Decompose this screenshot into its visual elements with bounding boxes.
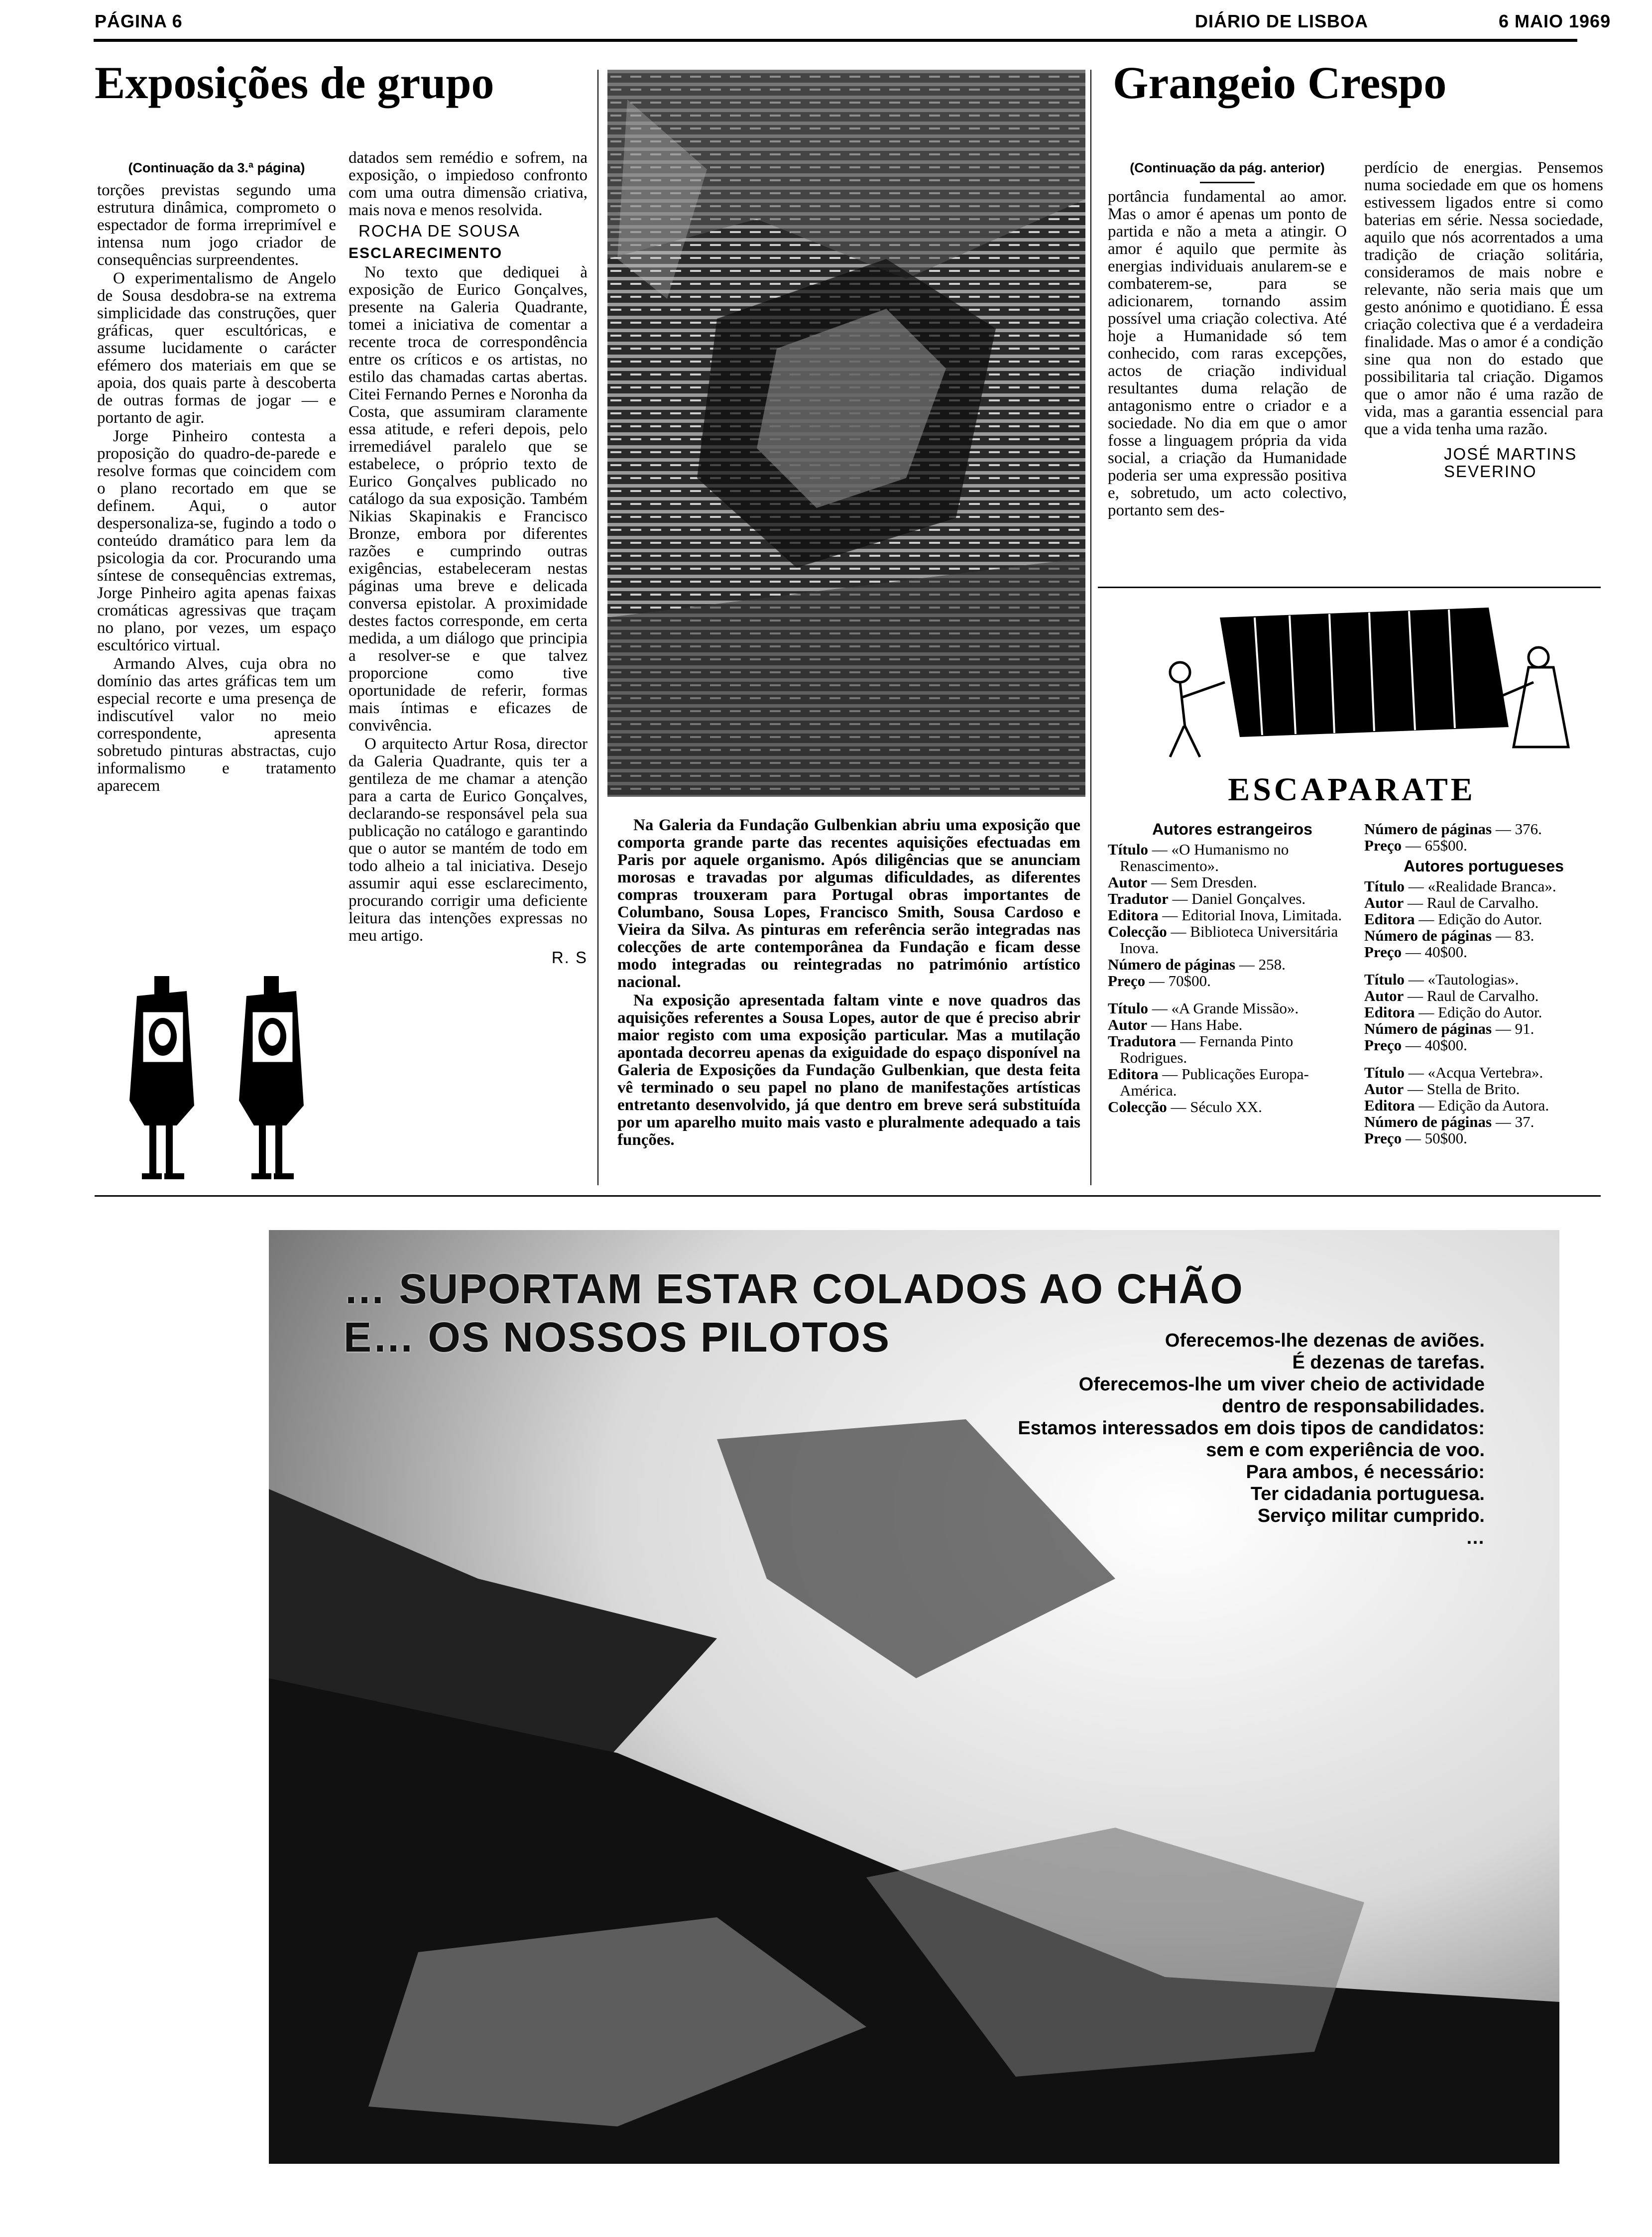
ad-copy: [987, 1330, 1485, 1549]
portuguese-authors-heading: Autores portugueses: [1404, 857, 1564, 875]
artwork-photo-svg: [607, 70, 1085, 797]
paragraph: No texto que dediquei à exposição de Eurico Gonçalves, presente na Galeria Quadrante, tomei a iniciativa de comentar a recente troca de correspondência entre os críticos e os artistas, no estilo das chamadas cartas abertas. Citei Fernando Pernes e Noronha da Costa, que assumiram claramente essa atitude, e referi depois, pelo irremediável paralelo que se estabelece, o próprio texto de Eurico Gonçalves publicado no catálogo da sua exposição. Também Nikias Skapinakis e Francisco Bronze, embora por diferentes razões e cumprindo outras exigências, estabeleceram nestas páginas uma breve e delicada conversa epistolar. A proximidade destes factos corresponde, em certa medida, a um diálogo que principia a resolver-se e que talvez proporcione como tive oportunidade de referir, formas mais íntimas e eficazes de convivência.: [349, 263, 588, 735]
escaparate-col2: [1364, 821, 1603, 1189]
book-entry: Título — «Realidade Branca». Autor — Raul de Carvalho. Editora — Edição do Autor. Número de páginas — 83. Preço — 40$00.: [1364, 877, 1556, 961]
ad-copy-line: dentro de responsabilidades.: [1222, 1396, 1485, 1417]
ad-copy-line: Serviço militar cumprido.: [1257, 1505, 1485, 1526]
signature-rocha-de-sousa: ROCHA DE SOUSA: [358, 222, 521, 240]
book-entry: Título — «Acqua Vertebra». Autor — Stella de Brito. Editora — Edição da Autora. Número de páginas — 37. Preço — 50$00.: [1364, 1064, 1549, 1147]
book-entry: Título — «O Humanismo no Renascimento». Autor — Sem Dresden. Tradutor — Daniel Gonçalves. Editora — Editorial Inova, Limitada. Colecção — Biblioteca Universitária Inova. Número de páginas — 258. Preço — 70$00.: [1108, 841, 1342, 990]
short-rule: [1200, 182, 1255, 183]
header-rule: [94, 39, 1577, 42]
ad-copy-line: Estamos interessados em dois tipos de candidatos:: [1018, 1418, 1485, 1439]
paragraph: Armando Alves, cuja obra no domínio das artes gráficas tem um especial recorte e uma presença de indiscutível valor no meio correspondente, apresenta sobretudo pinturas abstractas, cujo informalismo e tratamento aparecem: [97, 655, 336, 795]
escaparate-col1: [1108, 821, 1357, 1189]
paragraph: Na Galeria da Fundação Gulbenkian abriu uma exposição que comporta grande parte das recentes aquisições efectuadas em Paris por aquele organismo. Após diligências que se anunciam morosas e travadas por algumas dificuldades, as diferentes compras trouxeram para Portugal obras importantes de Columbano, Sousa Lopes, Francisco Smith, Sousa Cardoso e Vieira da Silva. As pinturas em referência serão integradas nas colecções de arte contemporânea da Fundação e ficam desse modo integradas ou reintegradas no património artístico nacional.: [617, 817, 1080, 991]
ad-copy-line: Ter cidadania portuguesa.: [1250, 1484, 1485, 1504]
paragraph: datados sem remédio e sofrem, na exposição, o impiedoso confronto com uma outra dimensão criativa, mais nova e menos resolvida.: [349, 149, 588, 219]
paragraph: torções previstas segundo uma estrutura dinâmica, comprometo o espectador de forma irreprimível e intensa num jogo criador de consequências surpreendentes.: [97, 181, 336, 269]
paragraph: portância fundamental ao amor. Mas o amor é apenas um ponto de partida e não a meta a atingir. O amor é aquilo que permite às energias individuais anularem-se e combaterem-se, para se adicionarem, tornando assim possível uma criação colectiva. Até hoje a Humanidade só tem conhecido, com raras excepções, actos de criação individual resultantes duma relação de antagonismo entre o criador e a sociedade. No dia em que o amor fosse a linguagem própria da vida social, a criação da Humanidade poderia ser uma expressão positiva e, sobretudo, um acto colectivo, portanto sem des-: [1108, 188, 1347, 519]
ad-headline-line: … SUPORTAM ESTAR COLADOS AO CHÃO: [344, 1265, 1244, 1312]
right-article-col1: [1108, 159, 1347, 583]
pilot-recruitment-ad: [269, 1230, 1559, 2164]
figures-illustration-svg: [107, 976, 336, 1185]
paragraph: O arquitecto Artur Rosa, director da Galeria Quadrante, quis ter a gentileza de me chamar a atenção para a carta de Eurico Gonçalves, declarando-se responsável pela sua publicação no catálogo e garantindo que o autor se mantém de todo em todo alheio a tal iniciativa. Desejo assumir aqui esse esclarecimento, procurando corrigir uma deficiente leitura das intenções expressas no meu artigo.: [349, 735, 588, 945]
escaparate-illustration: [1140, 598, 1588, 767]
newspaper-name: DIÁRIO DE LISBOA: [1195, 11, 1369, 31]
continuation-note: (Continuação da 3.ª página): [128, 160, 305, 175]
artwork-photo: [607, 70, 1085, 797]
ad-copy-line: sem e com experiência de voo.: [1206, 1440, 1485, 1461]
book-entry: Título — «Tautologias». Autor — Raul de Carvalho. Editora — Edição do Autor. Número de páginas — 91. Preço — 40$00.: [1364, 971, 1542, 1054]
page-number: PÁGINA 6: [95, 11, 183, 31]
foreign-authors-heading: Autores estrangeiros: [1152, 821, 1312, 838]
left-article-col2: [349, 149, 588, 1185]
page-divider: [95, 1195, 1601, 1197]
right-article-title: Grangeio Crespo: [1113, 57, 1447, 108]
paragraph: perdício de energias. Pensemos numa sociedade em que os homens estivessem ligados entre si como baterias em série. Nessa sociedade, aquilo que nós acorrentados a uma tradição de criação solitária, consideramos de mais nobre e relevante, não seria mais que um gesto anónimo e quotidiano. É essa criação colectiva que é a verdadeira finalidade. Mas o amor é a condição sine qua non do estado que possibilitaria tal criação. Digamos que o amor não é uma razão de vida, mas a garantia essencial para que a vida tenha uma razão.: [1364, 159, 1603, 438]
book-entry-continued: Número de páginas — 376. Preço — 65$00.: [1364, 821, 1542, 854]
ad-copy-line: Oferecemos-lhe um viver cheio de actividade: [1078, 1374, 1485, 1395]
issue-date: 6 MAIO 1969: [1499, 11, 1611, 31]
continuation-note: (Continuação da pág. anterior): [1130, 160, 1325, 175]
signature-rs: R. S: [551, 948, 588, 967]
illustration-figures-with-portraits: [107, 976, 336, 1185]
paragraph: Na exposição apresentada faltam vinte e nove quadros das aquisições referentes a Sousa Lopes, autor de que é preciso abrir maior registo com uma exposição particular. Mas a mutilação apontada decorreu apenas da exiguidade do espaço disponível na Galeria de Exposições da Fundação Gulbenkian, que desta feita vê terminado o seu papel no plano de manifestações artísticas entretanto desenvolvido, já que dentro em breve será substituída por um aparelho muito mais vasto e pluralmente adequado a tais funções.: [617, 992, 1080, 1149]
ad-copy-line: Oferecemos-lhe dezenas de aviões.: [1165, 1330, 1485, 1351]
left-article-title: Exposições de grupo: [95, 57, 494, 108]
clarification-heading: ESCLARECIMENTO: [349, 245, 503, 261]
ad-copy-line: Para ambos, é necessário:: [1246, 1462, 1485, 1483]
ad-copy-line: É dezenas de tarefas.: [1292, 1352, 1485, 1373]
signature-line: SEVERINO: [1444, 462, 1537, 481]
column-divider: [597, 70, 598, 1185]
ad-copy-line: …: [1466, 1527, 1485, 1548]
center-article: [617, 817, 1080, 1195]
right-article-col2: [1364, 159, 1603, 583]
escaparate-heading: ESCAPARATE: [1228, 771, 1476, 808]
bookshelf-illustration-svg: [1140, 598, 1588, 767]
column-divider: [1090, 70, 1091, 1185]
paragraph: O experimentalismo de Angelo de Sousa desdobra-se na extrema simplicidade das construções, quer gráficas, quer escultóricas, e assume lucidamente o carácter efémero dos materiais em que se apoia, dos quais parte à descoberta de outras formas de jogar — e portanto de agir.: [97, 269, 336, 427]
signature-line: JOSÉ MARTINS: [1444, 445, 1577, 463]
ad-headline-line: E… OS NOSSOS PILOTOS: [344, 1314, 890, 1361]
section-rule: [1098, 587, 1601, 588]
paragraph: Jorge Pinheiro contesta a proposição do quadro-de-parede e resolve formas que coincidem com o plano recortado em que se definem. Aqui, o autor despersonaliza-se, fugindo a todo o conteúdo dramático para lem da psicologia da cor. Procurando uma síntese de consequências extremas, Jorge Pinheiro agita apenas faixas cromáticas agressivas que traçam no plano, por vezes, um espaço escultórico virtual.: [97, 427, 336, 654]
left-article-col1: [97, 159, 336, 971]
book-entry: Título — «A Grande Missão». Autor — Hans Habe. Tradutora — Fernanda Pinto Rodrigues. Editora — Publicações Europa-América. Colecção — Século XX.: [1108, 999, 1309, 1116]
